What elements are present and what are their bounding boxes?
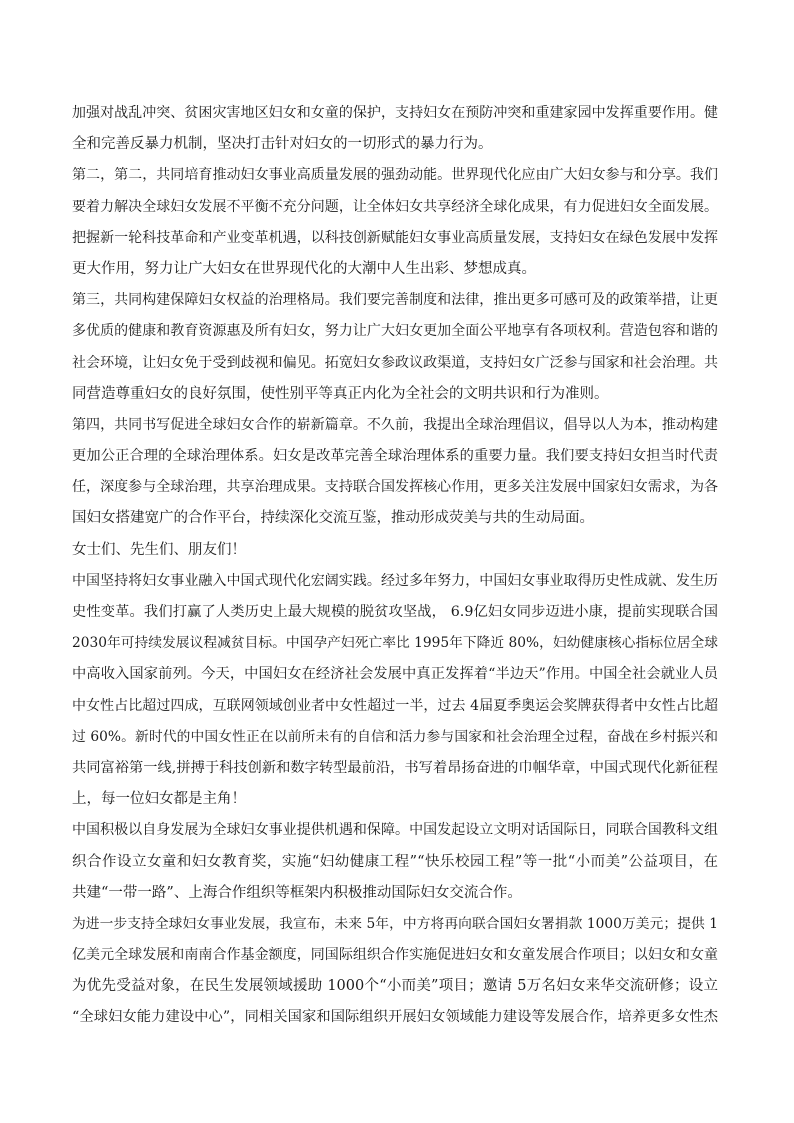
text-line: 共同富裕第一线,拼搏于科技创新和数字转型最前沿，书写着昂扬奋进的巾帼华章，中国式现代化新征程 <box>72 759 718 776</box>
text-line: 过 60%。新时代的中国女性正在以前所未有的自信和活力参与国家和社会治理全过程，奋战在乡村振兴和 <box>72 728 718 745</box>
text-line: 更大作用，努力让广大妇女在世界现代化的大潮中人生出彩、梦想成真。 <box>72 260 536 277</box>
text-line: “全球妇女能力建设中心”，同相关国家和国际组织开展妇女领域能力建设等发展合作，培养更多女性杰 <box>72 1009 718 1026</box>
text-line: 中高收入国家前列。今天，中国妇女在经济社会发展中真正发挥着“半边天”作用。中国全社会就业人员 <box>72 666 718 683</box>
text-line: 上，每一位妇女都是主角！ <box>72 791 246 808</box>
text-line: 多优质的健康和教育资源惠及所有妇女，努力让广大妇女更加全面公平地享有各项权利。营造包容和谐的 <box>72 323 718 340</box>
text-line: 中国坚持将妇女事业融入中国式现代化宏阔实践。经过多年努力，中国妇女事业取得历史性成就、发生历 <box>72 572 718 589</box>
text-line: 织合作设立女童和妇女教育奖，实施“妇幼健康工程”“快乐校园工程”等一批“小而美”公益项目，在 <box>72 853 718 870</box>
text-line: 为进一步支持全球妇女事业发展，我宣布，未来 5年，中方将再向联合国妇女署捐款 1000万美元；提供 1 <box>72 915 718 932</box>
document-body <box>72 98 718 1034</box>
text-line: 为优先受益对象，在民生发展领域援助 1000个“小而美”项目；邀请 5万名妇女来华交流研修；设立 <box>72 978 718 995</box>
text-line: 共建“一带一路”、上海合作组织等框架内积极推动国际妇女交流合作。 <box>72 884 522 901</box>
text-line: 2030年可持续发展议程减贫目标。中国孕产妇死亡率比 1995年下降近 80%，妇幼健康核心指标位居全球 <box>72 635 718 652</box>
text-line: 国妇女搭建宽广的合作平台，持续深化交流互鉴，推动形成荧美与共的生动局面。 <box>72 510 594 527</box>
text-line: 要着力解决全球妇女发展不平衡不充分问题，让全体妇女共享经济全球化成果，有力促进妇女全面发展。 <box>72 198 718 215</box>
text-line: 更加公正合理的全球治理体系。妇女是改革完善全球治理体系的重要力量。我们要支持妇女担当时代责 <box>72 448 718 465</box>
text-line: 第四，共同书写促进全球妇女合作的崭新篇章。不久前，我提出全球治理倡议，倡导以人为本，推动构建 <box>72 416 718 433</box>
text-line: 中国积极以自身发展为全球妇女事业提供机遇和保障。中国发起设立文明对话国际日，同联合国教科文组 <box>72 822 718 839</box>
text-line: 第二，第二，共同培育推动妇女事业高质量发展的强劲动能。世界现代化应由广大妇女参与和分享。我们 <box>72 167 718 184</box>
text-line: 同营造尊重妇女的良好氛围，使性别平等真正内化为全社会的文明共识和行为准则。 <box>72 385 609 402</box>
text-line: 把握新一轮科技革命和产业变革机遇，以科技创新赋能妇女事业高质量发展，支持妇女在绿色发展中发挥 <box>72 229 718 246</box>
text-line: 女士们、先生们、朋友们！ <box>72 541 246 558</box>
text-line: 全和完善反暴力机制，坚决打击针对妇女的一切形式的暴力行为。 <box>72 136 493 153</box>
text-line: 中女性占比超过四成，互联网领域创业者中女性超过一半，过去 4届夏季奥运会奖牌获得者中女性占比超 <box>72 697 718 714</box>
text-line: 加强对战乱冲突、贫困灾害地区妇女和女童的保护，支持妇女在预防冲突和重建家园中发挥重要作用。健 <box>72 105 718 121</box>
text-line: 社会环境，让妇女免于受到歧视和偏见。拓宽妇女参政议政渠道，支持妇女广泛参与国家和社会治理。共 <box>72 354 718 371</box>
text-line: 史性变革。我们打赢了人类历史上最大规模的脱贫攻坚战， 6.9亿妇女同步迈进小康，提前实现联合国 <box>72 604 718 620</box>
text-line: 亿美元全球发展和南南合作基金额度，同国际组织合作实施促进妇女和女童发展合作项目；以妇女和女童 <box>72 947 718 964</box>
text-line: 任，深度参与全球治理，共享治理成果。支持联合国发挥核心作用，更多关注发展中国家妇女需求，为各 <box>72 479 718 496</box>
text-line: 第三，共同构建保障妇女权益的治理格局。我们要完善制度和法律，推出更多可感可及的政策举措，让更 <box>72 292 718 309</box>
